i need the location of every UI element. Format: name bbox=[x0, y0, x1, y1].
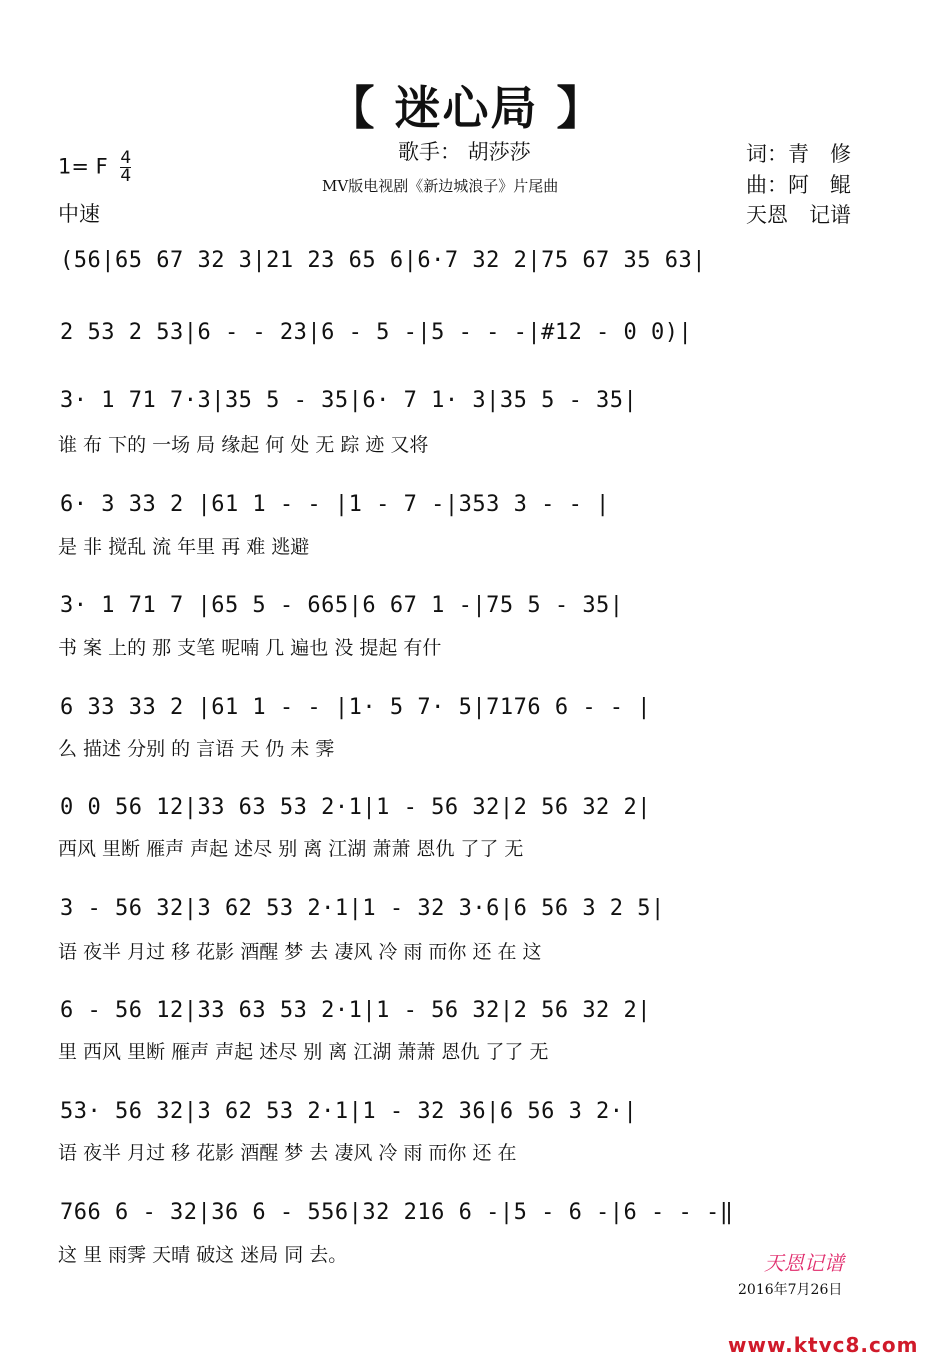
key-text: 1= F bbox=[58, 154, 108, 179]
score-line-9-lyrics: 里 西风 里断 雁声 声起 述尽 别 离 江湖 萧萧 恩仇 了了 无 bbox=[58, 1041, 549, 1063]
score-line-4-lyrics: 是 非 搅乱 流 年里 再 难 逃避 bbox=[58, 536, 310, 558]
score-line-6-lyrics: 么 描述 分别 的 言语 天 仍 未 霁 bbox=[58, 738, 335, 760]
date: 2016年7月26日 bbox=[738, 1282, 843, 1298]
tempo: 中速 bbox=[58, 202, 100, 226]
score-line-10-notes: 53· 56 32|3 62 53 2·1|1 - 32 36|6 56 3 2·| bbox=[60, 1099, 638, 1124]
score-line-11-notes: 766 6 - 32|36 6 - 556|32 216 6 -|5 - 6 -|6 - - -‖ bbox=[60, 1200, 734, 1225]
score-line-3-notes: 3· 1 71 7·3|35 5 - 35|6· 7 1· 3|35 5 - 35| bbox=[60, 388, 638, 413]
score-line-8-notes: 3 - 56 32|3 62 53 2·1|1 - 32 3·6|6 56 3 2 5| bbox=[60, 896, 665, 921]
score-line-1-notes: (56|65 67 32 3|21 23 65 6|6·7 32 2|75 67 35 63| bbox=[60, 248, 707, 273]
time-top: 4 bbox=[120, 148, 132, 168]
lyricist: 词：青 修 bbox=[746, 142, 851, 166]
score-line-9-notes: 6 - 56 12|33 63 53 2·1|1 - 56 32|2 56 32 2| bbox=[60, 998, 652, 1023]
score-line-11-lyrics: 这 里 雨霁 天晴 破这 迷局 同 去。 bbox=[58, 1244, 348, 1266]
score-line-10-lyrics: 语 夜半 月过 移 花影 酒醒 梦 去 凄风 冷 雨 而你 还 在 bbox=[58, 1142, 517, 1164]
time-bottom: 4 bbox=[120, 166, 132, 186]
score-line-3-lyrics: 谁 布 下的 一场 局 缘起 何 处 无 踪 迹 又将 bbox=[58, 434, 429, 456]
time-signature bbox=[120, 150, 131, 185]
site-watermark: www.ktvc8.com bbox=[728, 1333, 919, 1357]
key-signature bbox=[58, 150, 131, 185]
score-line-7-lyrics: 西风 里断 雁声 声起 述尽 别 离 江湖 萧萧 恩仇 了了 无 bbox=[58, 838, 524, 860]
subtitle: MV版电视剧《新边城浪子》片尾曲 bbox=[322, 177, 559, 195]
score-line-8-lyrics: 语 夜半 月过 移 花影 酒醒 梦 去 凄风 冷 雨 而你 还 在 这 bbox=[58, 941, 542, 963]
score-line-4-notes: 6· 3 33 2 |61 1 - - |1 - 7 -|353 3 - - | bbox=[60, 492, 610, 517]
singer: 歌手： 胡莎莎 bbox=[398, 140, 531, 164]
score-line-5-lyrics: 书 案 上的 那 支笔 呢喃 几 遍也 没 提起 有什 bbox=[58, 637, 442, 659]
score-line-5-notes: 3· 1 71 7 |65 5 - 665|6 67 1 -|75 5 - 35| bbox=[60, 593, 624, 618]
score-line-2-notes: 2 53 2 53|6 - - 23|6 - 5 -|5 - - -|#12 - 0 0)| bbox=[60, 320, 693, 345]
transcriber: 天恩 记谱 bbox=[746, 203, 851, 227]
composer: 曲：阿 鲲 bbox=[746, 173, 851, 197]
score-line-6-notes: 6 33 33 2 |61 1 - - |1· 5 7· 5|7176 6 - - | bbox=[60, 695, 652, 720]
score-line-7-notes: 0 0 56 12|33 63 53 2·1|1 - 56 32|2 56 32 2| bbox=[60, 795, 652, 820]
transcriber-stamp: 天恩记谱 bbox=[764, 1251, 844, 1275]
page-title: 【 迷心局 】 bbox=[328, 81, 605, 135]
